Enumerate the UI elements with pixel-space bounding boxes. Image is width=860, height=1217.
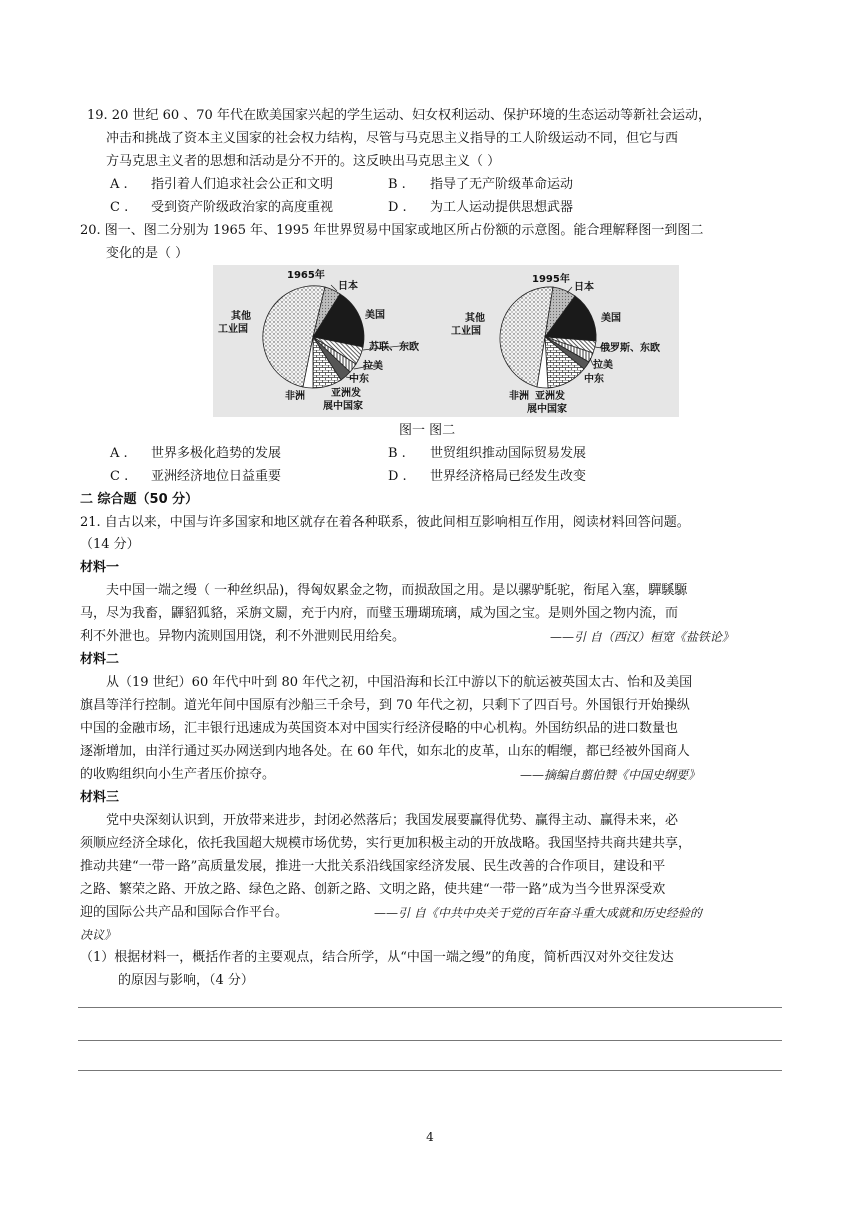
material-2-source: ——摘编自翦伯赞《中国史纲要》 <box>520 768 701 782</box>
material-2-line-2: 旗昌等洋行控制。道光年间中国原有沙船三千余号，到 70 年代之初，只剩下了四百号。外国银行开始操纵 <box>80 698 690 713</box>
material-3-source-2: 决议》 <box>80 928 117 942</box>
material-1-line-3: 利不外泄也。异物内流则国用饶，利不外泄则民用给矣。 <box>80 629 406 644</box>
q20-line-1: 20. 图一、图二分别为 1965 年、1995 年世界贸易中国家或地区所占份额的示意图。能合理解释图一到图二 <box>80 223 704 238</box>
q21-line-1: 21. 自古以来，中国与许多国家和地区就存在着各种联系，彼此间相互影响相互作用，阅读材料回答问题。 <box>80 515 690 530</box>
q20-option-d-key: D . <box>388 469 407 484</box>
q19-option-b-text: 指导了无产阶级革命运动 <box>430 177 574 192</box>
material-3-title: 材料三 <box>80 790 120 805</box>
pie2-label-latam: 拉美 <box>593 360 613 371</box>
pie1-label-japan: 日本 <box>338 281 358 292</box>
material-3-line-4: 之路、繁荣之路、开放之路、绿色之路、创新之路、文明之路，使共建“一带一路”成为当今世界深受欢 <box>80 882 666 897</box>
subquestion-1-line-1: （1）根据材料一，概括作者的主要观点，结合所学，从“中国一端之缦”的角度，简析西汉对外交往发达 <box>80 950 674 965</box>
pie1-label-latam: 拉美 <box>363 361 383 372</box>
q20-line-2: 变化的是（ ） <box>106 246 189 261</box>
material-3-source-1: ——引 自《中共中央关于党的百年奋斗重大成就和历史经验的 <box>374 906 702 920</box>
pie1-label-usa: 美国 <box>365 310 385 321</box>
material-1-source: ——引 自（西汉）桓宽《盐铁论》 <box>550 630 734 644</box>
page-number: 4 <box>426 1130 434 1144</box>
q19-option-d-text: 为工人运动提供思想武器 <box>430 200 574 215</box>
material-3-line-1: 党中央深刻认识到，开放带来进步，封闭必然落后；我国发展要赢得优势、赢得主动、赢得未来，必 <box>106 813 679 828</box>
q19-line-1: 19. 20 世纪 60 、70 年代在欧美国家兴起的学生运动、妇女权利运动、保护环境的生态运动等新社会运动， <box>87 108 711 123</box>
pie2-label-other-1: 其他 <box>465 313 485 324</box>
material-1-line-1: 夫中国一端之缦（ 一种丝织品)，得匈奴累金之物，而损敌国之用。是以骡驴馲驼，衔尾入塞，驒騱騵 <box>106 583 688 598</box>
pie2-label-mideast: 中东 <box>584 374 604 385</box>
material-2-line-5: 的收购组织向小生产者压价掠夺。 <box>80 767 276 782</box>
pie1-label-other-2: 工业国 <box>218 324 248 335</box>
answer-line-1[interactable] <box>78 1007 782 1008</box>
pie1-label-asia-1: 亚洲发 <box>331 388 361 399</box>
pie2-label-other-2: 工业国 <box>451 326 481 337</box>
material-2-line-1: 从（19 世纪）60 年代中叶到 80 年代之初，中国沿海和长江中游以下的航运被英国太古、怡和及美国 <box>106 675 693 690</box>
q20-option-c-text: 亚洲经济地位日益重要 <box>151 469 282 484</box>
material-3-line-2: 须顺应经济全球化，依托我国超大规模市场优势，实行更加积极主动的开放战略。我国坚持共商共建共享， <box>80 836 692 851</box>
q19-line-3: 方马克思主义者的思想和活动是分不开的。这反映出马克思主义（ ） <box>106 154 501 169</box>
pie2-label-asia-1: 亚洲发 <box>535 391 565 402</box>
material-3-line-5: 迎的国际公共产品和国际合作平台。 <box>80 905 289 920</box>
trade-share-pies <box>213 265 679 417</box>
q19-option-d-key: D . <box>388 200 407 215</box>
pie1-label-africa: 非洲 <box>285 391 305 402</box>
q19-option-c-key: C . <box>110 200 129 215</box>
pie2-label-africa: 非洲 <box>509 391 529 402</box>
material-1-line-2: 马，尽为我畜，鼲貂狐貉，采旃文罽，充于内府，而璧玉珊瑚琉璃，咸为国之宝。是则外国之物内流，而 <box>80 606 679 621</box>
q19-option-b-key: B . <box>388 177 406 192</box>
pie-1995 <box>451 272 661 415</box>
pie2-label-usa: 美国 <box>601 313 621 324</box>
pie1-label-ussr-europe: 苏联、东欧 <box>369 342 419 353</box>
material-3-line-3: 推动共建“一带一路”高质量发展，推进一大批关系沿线国家经济发展、民生改善的合作项目，建设和平 <box>80 859 666 874</box>
pie1-year: 1965年 <box>287 270 325 281</box>
material-2-line-3: 中国的金融市场，汇丰银行迅速成为英国资本对中国实行经济侵略的中心机构。外国纺织品的进口数量也 <box>80 721 679 736</box>
pie1-label-other-1: 其他 <box>231 311 251 322</box>
pie2-label-japan: 日本 <box>574 282 594 293</box>
trade-share-figure <box>213 265 679 417</box>
pie1-label-mideast: 中东 <box>349 374 369 385</box>
q19-line-2: 冲击和挑战了资本主义国家的社会权力结构，尽管与马克思主义指导的工人阶级运动不同，但它与西 <box>106 131 679 146</box>
pie2-label-russia-europe: 俄罗斯、东欧 <box>600 343 660 354</box>
q20-option-b-text: 世贸组织推动国际贸易发展 <box>430 446 587 461</box>
answer-line-3[interactable] <box>78 1070 782 1071</box>
pie2-year: 1995年 <box>532 274 570 285</box>
pie-1965 <box>218 268 420 412</box>
figure-caption: 图一 图二 <box>399 423 456 438</box>
q20-option-a-text: 世界多极化趋势的发展 <box>151 446 282 461</box>
q19-option-a-key: A . <box>110 177 128 192</box>
material-1-title: 材料一 <box>80 560 120 575</box>
q20-option-d-text: 世界经济格局已经发生改变 <box>430 469 587 484</box>
q20-option-c-key: C . <box>110 469 129 484</box>
pie1-label-asia-2: 展中国家 <box>323 401 363 412</box>
answer-line-2[interactable] <box>78 1040 782 1041</box>
pie2-label-asia-2: 展中国家 <box>527 404 567 415</box>
material-2-line-4: 逐渐增加，由洋行通过买办网送到内地各处。在 60 年代，如东北的皮革，山东的帽缏，都已经被外国商人 <box>80 744 690 759</box>
q21-line-2: （14 分） <box>80 537 140 552</box>
subquestion-1-line-2: 的原因与影响，（4 分） <box>118 973 254 988</box>
q20-option-b-key: B . <box>388 446 406 461</box>
q19-option-a-text: 指引着人们追求社会公正和文明 <box>151 177 334 192</box>
q19-option-c-text: 受到资产阶级政治家的高度重视 <box>151 200 334 215</box>
q20-option-a-key: A . <box>110 446 128 461</box>
material-2-title: 材料二 <box>80 652 120 667</box>
section-2-title: 二 综合题（50 分） <box>80 492 199 507</box>
